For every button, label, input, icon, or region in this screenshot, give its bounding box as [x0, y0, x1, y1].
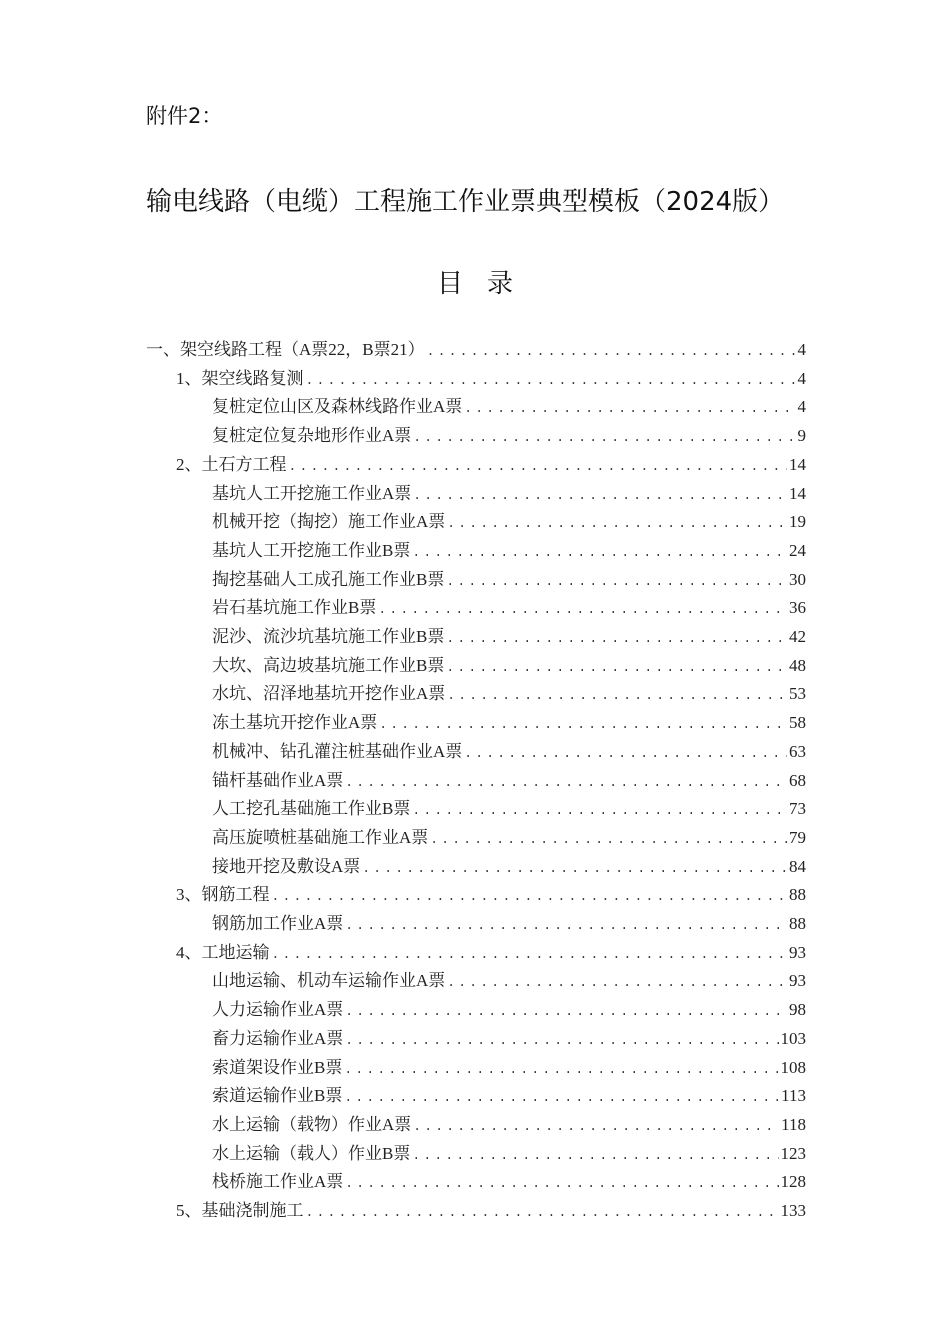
toc-dot-leader — [446, 654, 787, 682]
toc-page-number: 24 — [789, 540, 806, 560]
toc-entry[interactable] — [212, 1111, 806, 1139]
toc-dot-leader — [344, 1056, 778, 1084]
toc-page-number: 4 — [797, 368, 806, 388]
toc-page-number: 4 — [797, 397, 806, 417]
toc-page-number: 128 — [780, 1172, 806, 1192]
toc-entry[interactable] — [212, 1140, 806, 1168]
toc-dot-leader — [427, 338, 796, 366]
toc-entry-label: 水坑、沼泽地基坑开挖作业A票 — [212, 684, 446, 704]
toc-dot-leader — [464, 395, 795, 423]
toc-entry[interactable] — [176, 1197, 806, 1225]
toc-page-number: 93 — [789, 942, 806, 962]
toc-entry[interactable] — [212, 795, 806, 823]
toc-dot-leader — [362, 855, 787, 883]
toc-entry[interactable] — [212, 996, 806, 1024]
toc-entry-label: 机械冲、钻孔灌注桩基础作业A票 — [212, 741, 463, 761]
toc-entry-label: 5、基础浇制施工 — [176, 1201, 304, 1220]
toc-entry-label: 4、工地运输 — [176, 942, 270, 962]
toc-page-number: 118 — [781, 1114, 806, 1134]
toc-dot-leader — [306, 367, 796, 395]
toc-entry-label: 水上运输（载物）作业A票 — [212, 1114, 412, 1134]
toc-entry[interactable] — [212, 738, 806, 766]
toc-entry[interactable] — [212, 480, 806, 508]
toc-entry-label: 掏挖基础人工成孔施工作业B票 — [212, 569, 445, 589]
toc-entry-label: 冻土基坑开挖作业A票 — [212, 713, 378, 733]
toc-entry-label: 复桩定位复杂地形作业A票 — [212, 426, 412, 446]
toc-page-number: 73 — [789, 799, 806, 819]
toc-dot-leader — [413, 424, 795, 452]
toc-dot-leader — [412, 1142, 778, 1170]
toc-dot-leader — [413, 482, 787, 510]
toc-entry[interactable] — [212, 623, 806, 651]
toc-entry-label: 接地开挖及敷设A票 — [212, 856, 361, 876]
toc-entry[interactable] — [212, 537, 806, 565]
toc-entry[interactable] — [212, 422, 806, 450]
toc-dot-leader — [272, 883, 788, 911]
toc-entry[interactable] — [212, 967, 806, 995]
toc-entry[interactable] — [212, 910, 806, 938]
toc-page-number: 68 — [789, 770, 806, 790]
toc-entry-label: 畜力运输作业A票 — [212, 1028, 344, 1048]
toc-dot-leader — [345, 769, 787, 797]
toc-entry[interactable] — [212, 709, 806, 737]
toc-entry-label: 水上运输（载人）作业B票 — [212, 1143, 411, 1163]
toc-entry[interactable] — [212, 1025, 806, 1053]
toc-entry-label: 2、土石方工程 — [176, 454, 287, 474]
toc-entry-label: 一、架空线路工程（A票22，B票21） — [146, 340, 425, 359]
toc-page-number: 88 — [789, 885, 806, 905]
toc-entry-label: 高压旋喷桩基础施工作业A票 — [212, 827, 429, 847]
toc-entry[interactable] — [212, 853, 806, 881]
toc-page-number: 14 — [789, 483, 806, 503]
toc-page-number: 133 — [780, 1201, 806, 1220]
toc-entry-label: 3、钢筋工程 — [176, 885, 270, 905]
toc-page-number: 88 — [789, 914, 806, 933]
toc-entry[interactable] — [212, 393, 806, 421]
toc-page-number: 108 — [780, 1057, 806, 1077]
toc-entry-label: 泥沙、流沙坑基坑施工作业B票 — [212, 627, 445, 646]
toc-entry-label: 索道架设作业B票 — [212, 1057, 343, 1077]
toc-entry[interactable] — [212, 652, 806, 680]
toc-entry[interactable] — [212, 594, 806, 622]
toc-page-number: 42 — [789, 627, 806, 646]
toc-heading: 目录 — [436, 269, 537, 299]
toc-page-number: 19 — [789, 512, 806, 532]
toc-page-number: 113 — [781, 1086, 806, 1106]
toc-dot-leader — [345, 1027, 778, 1055]
toc-entry[interactable] — [176, 939, 806, 967]
toc-entry-label: 钢筋加工作业A票 — [212, 914, 344, 933]
toc-entry[interactable] — [212, 680, 806, 708]
toc-entry[interactable] — [212, 1054, 806, 1082]
toc-dot-leader — [378, 596, 787, 624]
toc-dot-leader — [430, 826, 787, 854]
toc-entry-label: 人工挖孔基础施工作业B票 — [212, 799, 411, 819]
toc-page-number: 4 — [797, 340, 806, 359]
toc-dot-leader — [379, 711, 787, 739]
toc-page-number: 30 — [789, 569, 806, 589]
toc-page-number: 9 — [797, 426, 806, 446]
toc-page-number: 98 — [789, 1000, 806, 1020]
toc-page-number: 84 — [789, 856, 806, 876]
toc-dot-leader — [447, 682, 787, 710]
toc-dot-leader — [289, 453, 788, 481]
toc-entry-label: 基坑人工开挖施工作业A票 — [212, 483, 412, 503]
toc-dot-leader — [412, 539, 787, 567]
toc-dot-leader — [345, 1170, 778, 1198]
toc-entry-label: 基坑人工开挖施工作业B票 — [212, 540, 411, 560]
toc-entry-label: 岩石基坑施工作业B票 — [212, 598, 377, 618]
toc-entry-label: 索道运输作业B票 — [212, 1086, 343, 1106]
toc-entry-label: 1、架空线路复测 — [176, 368, 304, 388]
toc-entry-label: 机械开挖（掏挖）施工作业A票 — [212, 512, 446, 532]
toc-entry[interactable] — [212, 1082, 806, 1110]
toc-entry-label: 复桩定位山区及森林线路作业A票 — [212, 397, 463, 417]
toc-page-number: 36 — [789, 598, 806, 618]
toc-page-number: 123 — [780, 1143, 806, 1163]
toc-page-number: 58 — [789, 713, 806, 733]
toc-dot-leader — [412, 797, 787, 825]
attachment-label: 附件2： — [146, 104, 223, 128]
toc-dot-leader — [306, 1199, 779, 1227]
toc-dot-leader — [344, 1084, 779, 1112]
toc-entry-label: 人力运输作业A票 — [212, 1000, 344, 1020]
toc-entry[interactable] — [176, 451, 806, 479]
toc-entry[interactable] — [146, 336, 806, 364]
toc-dot-leader — [447, 969, 787, 997]
toc-dot-leader — [447, 510, 787, 538]
toc-dot-leader — [446, 625, 787, 653]
toc-entry[interactable] — [212, 824, 806, 852]
toc-entry-label: 山地运输、机动车运输作业A票 — [212, 971, 446, 991]
toc-entry[interactable] — [176, 881, 806, 909]
toc-entry-label: 锚杆基础作业A票 — [212, 770, 344, 790]
toc-page-number: 48 — [789, 655, 806, 675]
toc-page-number: 63 — [789, 741, 806, 761]
document-title: 输电线路（电缆）工程施工作业票典型模板（2024版） — [146, 187, 785, 217]
toc-entry-label: 大坎、高边坡基坑施工作业B票 — [212, 655, 445, 675]
toc-entry[interactable] — [212, 508, 806, 536]
toc-entry[interactable] — [212, 767, 806, 795]
toc-entry-label: 栈桥施工作业A票 — [212, 1172, 344, 1192]
toc-dot-leader — [413, 1113, 779, 1141]
toc-dot-leader — [446, 568, 787, 596]
toc-page-number: 53 — [789, 684, 806, 704]
toc-page-number: 79 — [789, 827, 806, 847]
toc-dot-leader — [345, 912, 787, 940]
toc-page-number: 93 — [789, 971, 806, 991]
toc-page-number: 103 — [780, 1028, 806, 1048]
toc-entry[interactable] — [176, 365, 806, 393]
toc-dot-leader — [464, 740, 787, 768]
toc-dot-leader — [272, 941, 788, 969]
toc-entry[interactable] — [212, 1168, 806, 1196]
toc-dot-leader — [345, 998, 787, 1026]
toc-entry[interactable] — [212, 566, 806, 594]
toc-page-number: 14 — [789, 454, 806, 474]
